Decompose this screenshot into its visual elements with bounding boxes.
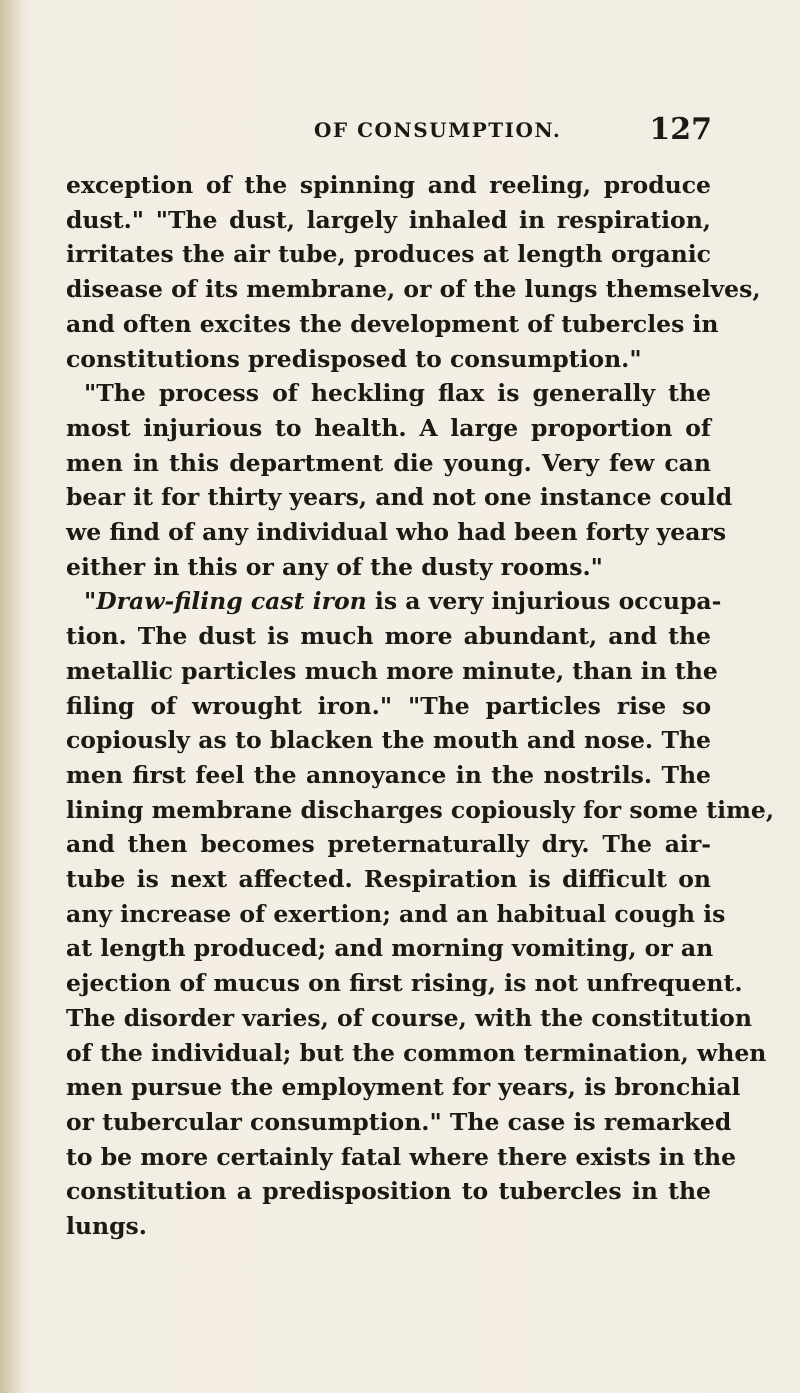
- text-line: constitution a predisposition to tubercles in the: [66, 1177, 711, 1206]
- text-line: at length produced; and morning vomiting, or an: [66, 934, 714, 963]
- text-line: or tubercular consumption." The case is remarked: [66, 1107, 732, 1136]
- text-line: The disorder varies, of course, with the constitution: [66, 1003, 752, 1032]
- text-line: and then becomes preternaturally dry. The air-: [66, 830, 711, 859]
- text-line: tion. The dust is much more abundant, and the: [66, 622, 711, 651]
- text-line: any increase of exertion; and an habitual cough is: [66, 899, 726, 928]
- italic-phrase: "Draw-filing cast iron: [84, 587, 367, 616]
- text-line: irritates the air tube, produces at length organic: [66, 240, 711, 269]
- text-line: lungs.: [66, 1212, 147, 1241]
- page-number: 127: [649, 112, 712, 147]
- text-line: ejection of mucus on first rising, is not unfrequent.: [66, 969, 743, 998]
- text-line: we find of any individual who had been forty years: [66, 518, 727, 547]
- page-gutter-shadow: [0, 0, 24, 1393]
- text-line: men first feel the annoyance in the nostrils. The: [66, 760, 711, 789]
- text-line: "The process of heckling flax is generally the: [84, 379, 711, 408]
- text-line: of the individual; but the common termination, when: [66, 1038, 767, 1067]
- text-line: exception of the spinning and reeling, produce: [66, 171, 711, 199]
- running-head: OF CONSUMPTION.: [314, 118, 562, 142]
- text-line: most injurious to health. A large proportion of: [66, 413, 711, 442]
- text-line: metallic particles much more minute, than in the: [66, 656, 718, 685]
- text-line-mixed: [66, 584, 722, 619]
- text-line: to be more certainly fatal where there exists in the: [66, 1142, 737, 1171]
- text-line: disease of its membrane, or of the lungs themselves,: [66, 275, 761, 304]
- text-line: and often excites the development of tubercles in: [66, 309, 719, 338]
- text-line: tube is next affected. Respiration is difficult on: [66, 865, 711, 894]
- body-text: [66, 168, 775, 1244]
- text-line: bear it for thirty years, and not one instance could: [66, 483, 733, 512]
- text-line: men pursue the employment for years, is bronchial: [66, 1073, 741, 1102]
- text-line: men in this department die young. Very few can: [66, 448, 711, 477]
- text-line: constitutions predisposed to consumption.": [66, 344, 642, 373]
- text-line: filing of wrought iron." "The particles rise so: [66, 691, 711, 720]
- text-line-rest: is a very injurious occupa-: [374, 587, 722, 616]
- text-line: dust." "The dust, largely inhaled in respiration,: [66, 205, 711, 234]
- text-line: copiously as to blacken the mouth and nose. The: [66, 726, 711, 755]
- text-line: lining membrane discharges copiously for some time,: [66, 795, 775, 824]
- text-line: either in this or any of the dusty rooms.": [66, 552, 603, 581]
- page-header: [72, 112, 712, 156]
